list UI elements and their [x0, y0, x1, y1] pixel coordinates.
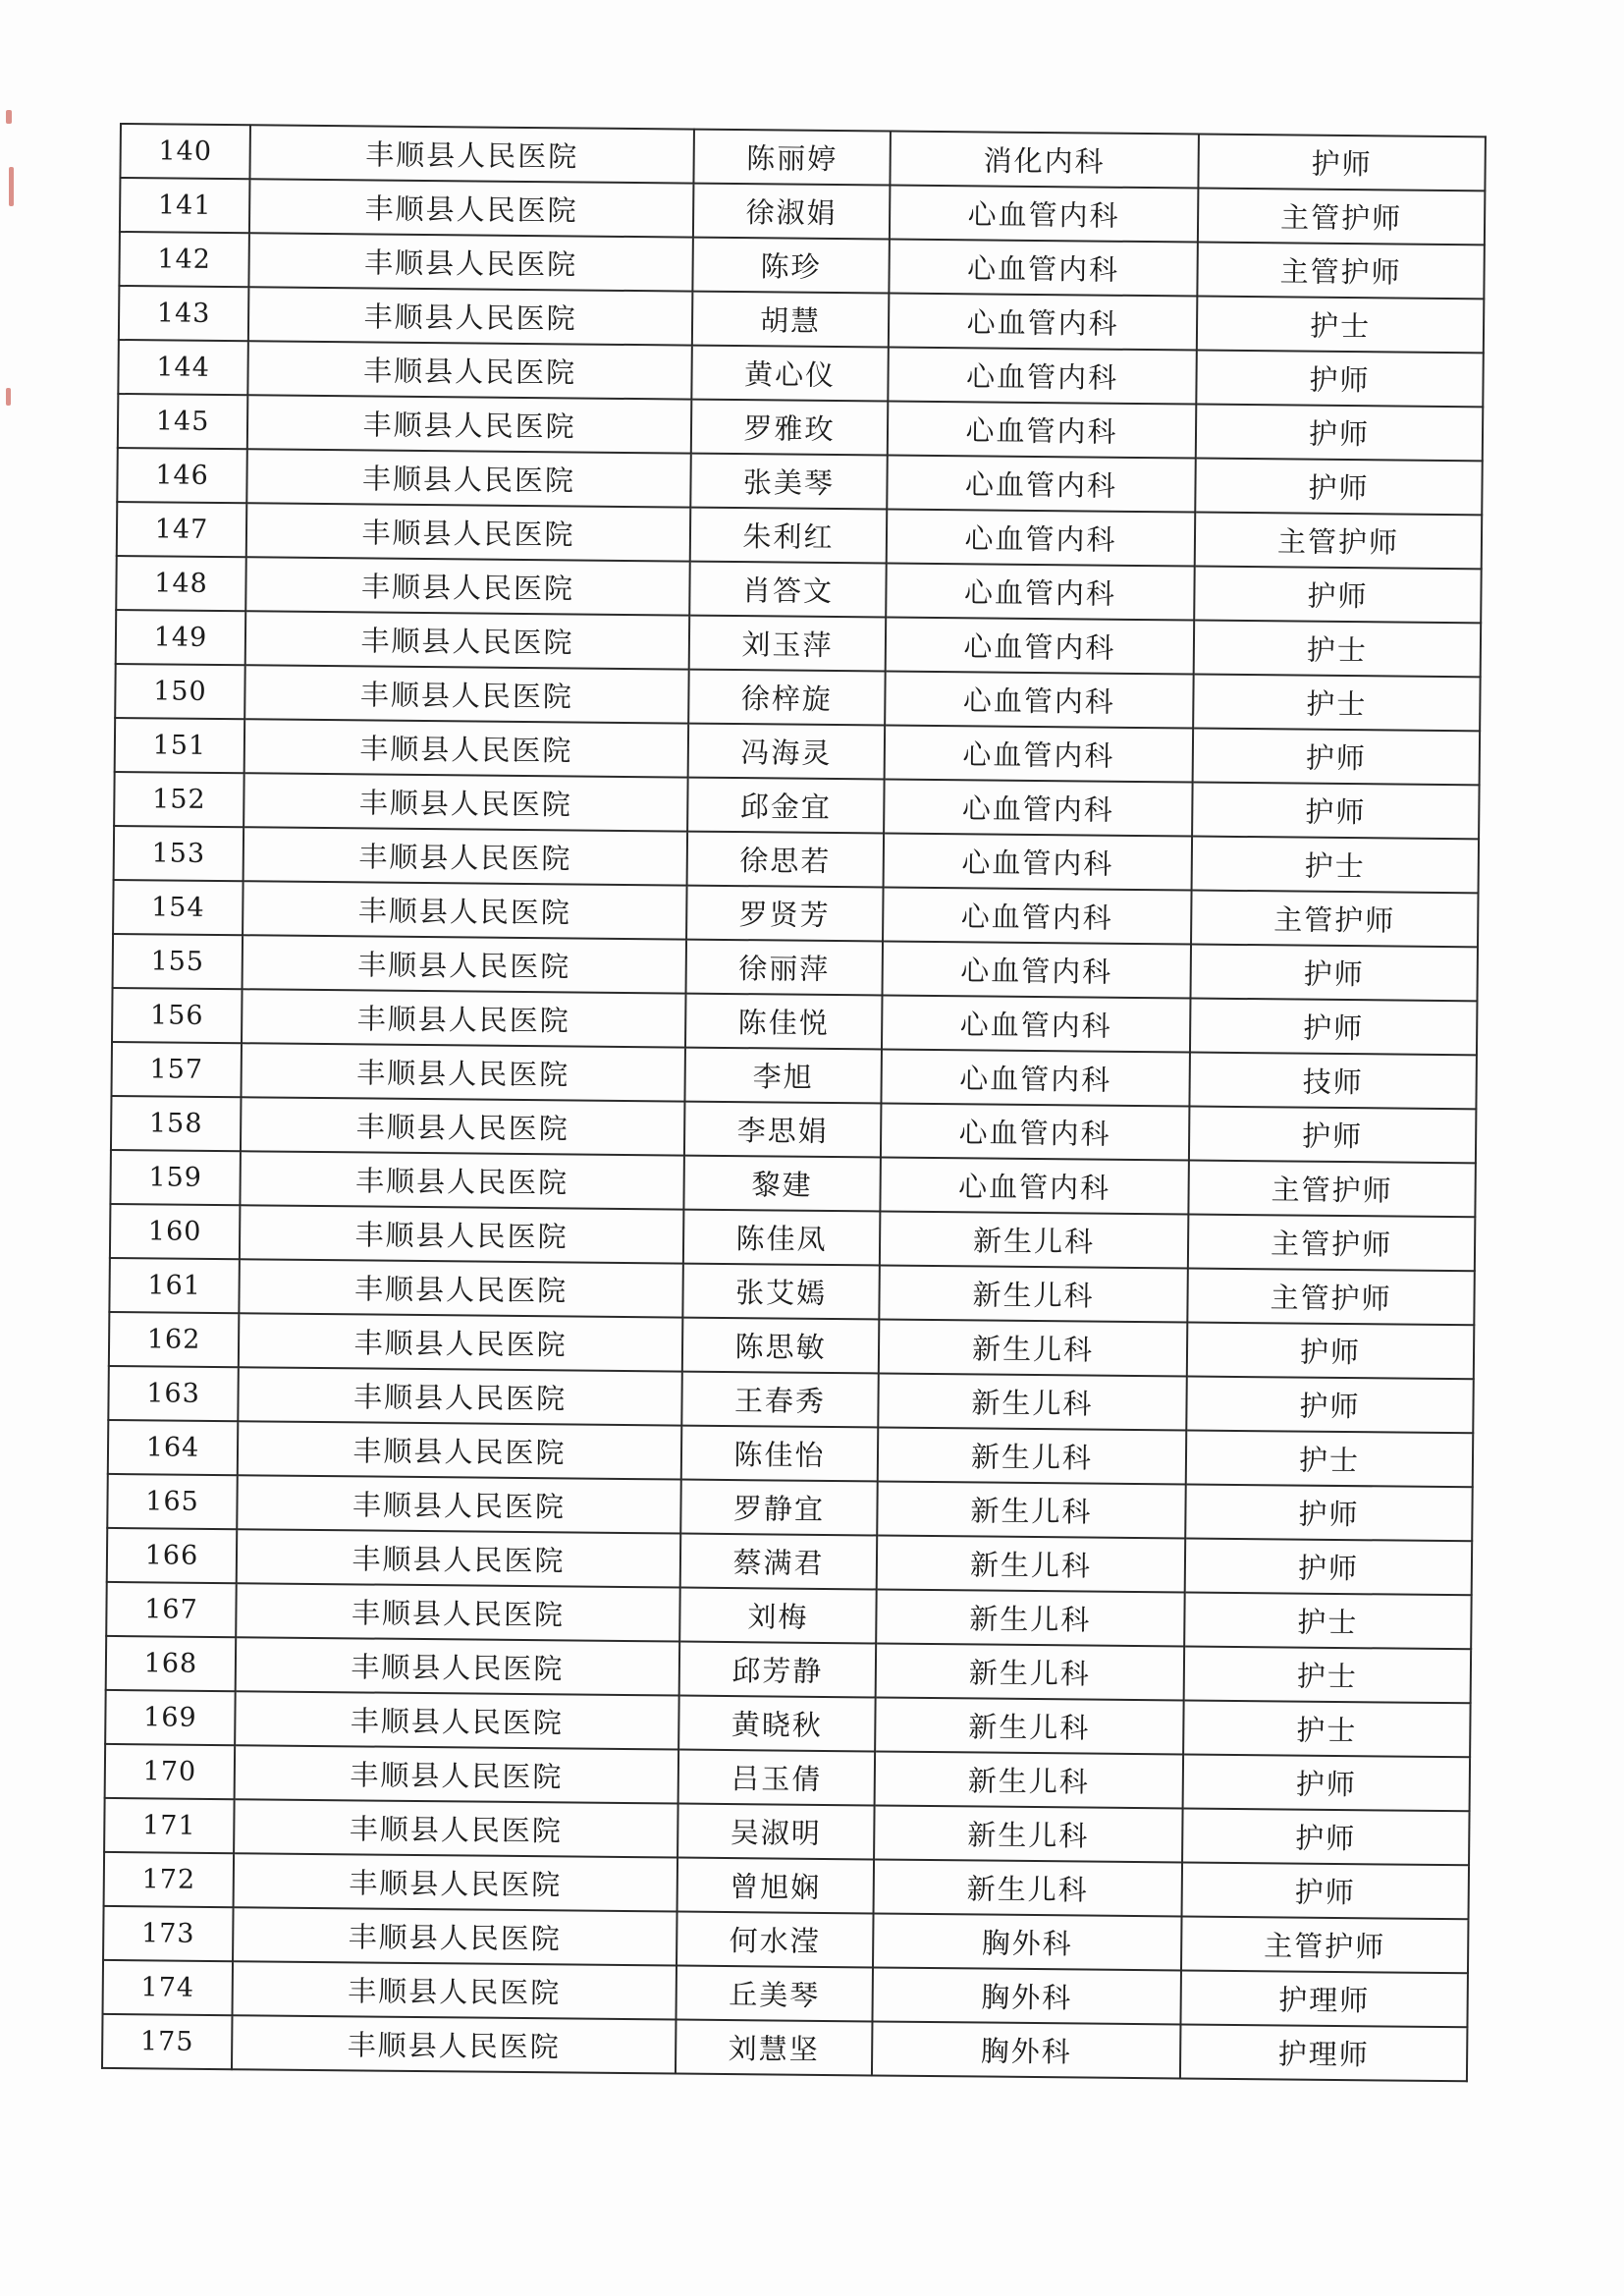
hospital-name-cell: 丰顺县人民医院	[244, 665, 689, 723]
row-number-cell: 148	[116, 556, 246, 611]
staff-name-cell: 胡慧	[692, 292, 890, 348]
department-cell: 心血管内科	[882, 995, 1191, 1052]
department-cell: 心血管内科	[886, 564, 1195, 621]
department-cell: 心血管内科	[883, 941, 1192, 998]
department-cell: 心血管内科	[889, 240, 1198, 297]
job-title-cell: 护师	[1187, 1322, 1475, 1379]
job-title-cell: 主管护师	[1181, 1916, 1469, 1973]
job-title-cell: 主管护师	[1187, 1268, 1475, 1325]
job-title-cell: 主管护师	[1198, 189, 1486, 246]
staff-name-cell: 邱芳静	[679, 1642, 877, 1698]
row-number-cell: 140	[120, 124, 250, 179]
row-number-cell: 172	[104, 1852, 235, 1907]
hospital-name-cell: 丰顺县人民医院	[237, 1529, 681, 1587]
job-title-cell: 护士	[1197, 297, 1485, 354]
staff-name-cell: 吴淑明	[677, 1804, 875, 1860]
hospital-name-cell: 丰顺县人民医院	[234, 1853, 678, 1911]
job-title-cell: 护士	[1184, 1592, 1472, 1649]
staff-name-cell: 张美琴	[690, 454, 888, 510]
job-title-cell: 护士	[1184, 1646, 1472, 1703]
staff-name-cell: 徐思若	[687, 832, 885, 888]
row-number-cell: 163	[108, 1366, 239, 1421]
job-title-cell: 主管护师	[1191, 891, 1479, 948]
row-number-cell: 150	[115, 664, 245, 719]
job-title-cell: 护师	[1182, 1808, 1470, 1865]
row-number-cell: 155	[113, 934, 244, 989]
hospital-name-cell: 丰顺县人民医院	[241, 1097, 685, 1155]
job-title-cell: 技师	[1189, 1053, 1477, 1110]
staff-name-cell: 邱金宜	[687, 778, 885, 834]
staff-name-cell: 朱利红	[690, 508, 888, 564]
job-title-cell: 护士	[1183, 1700, 1471, 1757]
job-title-cell: 主管护师	[1197, 243, 1485, 300]
row-number-cell: 156	[112, 988, 243, 1043]
row-number-cell: 175	[102, 2014, 233, 2069]
row-number-cell: 168	[106, 1636, 237, 1691]
hospital-name-cell: 丰顺县人民医院	[249, 125, 694, 183]
row-number-cell: 146	[117, 448, 247, 503]
hospital-name-cell: 丰顺县人民医院	[248, 287, 693, 345]
hospital-name-cell: 丰顺县人民医院	[238, 1367, 682, 1425]
row-number-cell: 143	[119, 286, 249, 341]
department-cell: 心血管内科	[887, 456, 1196, 513]
staff-name-cell: 陈珍	[692, 238, 890, 294]
hospital-name-cell: 丰顺县人民医院	[243, 935, 687, 993]
row-number-cell: 164	[108, 1420, 239, 1475]
row-number-cell: 153	[114, 826, 244, 881]
row-number-cell: 158	[111, 1096, 242, 1151]
department-cell: 新生儿科	[874, 1859, 1183, 1916]
row-number-cell: 157	[111, 1042, 242, 1097]
scan-mark-1	[6, 110, 12, 124]
staff-name-cell: 黄晓秋	[678, 1696, 876, 1752]
staff-name-cell: 李思娟	[684, 1102, 882, 1158]
department-cell: 新生儿科	[877, 1535, 1186, 1592]
hospital-name-cell: 丰顺县人民医院	[235, 1691, 679, 1749]
staff-name-cell: 张艾嫣	[682, 1264, 880, 1320]
department-cell: 心血管内科	[886, 618, 1195, 675]
hospital-name-cell: 丰顺县人民医院	[239, 1259, 683, 1317]
hospital-name-cell: 丰顺县人民医院	[246, 503, 691, 561]
row-number-cell: 154	[113, 880, 244, 935]
job-title-cell: 护士	[1186, 1430, 1474, 1487]
job-title-cell: 护师	[1190, 945, 1478, 1002]
staff-name-cell: 曾旭娴	[677, 1858, 875, 1914]
department-cell: 新生儿科	[878, 1427, 1187, 1484]
hospital-name-cell: 丰顺县人民医院	[247, 395, 692, 453]
department-cell: 新生儿科	[878, 1373, 1187, 1430]
staff-name-cell: 刘慧坚	[676, 2020, 873, 2076]
department-cell: 新生儿科	[879, 1319, 1188, 1376]
hospital-name-cell: 丰顺县人民医院	[240, 1205, 684, 1263]
job-title-cell: 护士	[1193, 675, 1481, 732]
job-title-cell: 护师	[1193, 729, 1481, 786]
hospital-name-cell: 丰顺县人民医院	[235, 1745, 679, 1803]
job-title-cell: 护师	[1195, 459, 1483, 516]
staff-name-cell: 陈丽婷	[693, 130, 891, 186]
row-number-cell: 160	[110, 1204, 241, 1259]
department-cell: 新生儿科	[876, 1589, 1185, 1646]
hospital-name-cell: 丰顺县人民医院	[249, 179, 694, 237]
hospital-name-cell: 丰顺县人民医院	[236, 1583, 680, 1641]
staff-name-cell: 黄心仪	[691, 346, 889, 402]
job-title-cell: 护师	[1190, 999, 1478, 1056]
staff-table-body	[102, 124, 1486, 2081]
row-number-cell: 166	[107, 1528, 238, 1583]
department-cell: 心血管内科	[884, 834, 1193, 891]
staff-name-cell: 王春秀	[681, 1372, 879, 1428]
department-cell: 心血管内科	[880, 1157, 1189, 1214]
row-number-cell: 159	[110, 1150, 241, 1205]
hospital-name-cell: 丰顺县人民医院	[232, 2015, 677, 2073]
hospital-name-cell: 丰顺县人民医院	[244, 719, 689, 777]
hospital-name-cell: 丰顺县人民医院	[245, 557, 690, 615]
staff-name-cell: 罗雅玫	[691, 400, 889, 456]
hospital-name-cell: 丰顺县人民医院	[234, 1799, 678, 1857]
department-cell: 心血管内科	[885, 672, 1194, 729]
job-title-cell: 护师	[1185, 1484, 1473, 1541]
staff-name-cell: 罗贤芳	[686, 886, 884, 942]
staff-name-cell: 刘梅	[679, 1588, 877, 1644]
hospital-name-cell: 丰顺县人民医院	[242, 989, 686, 1047]
row-number-cell: 171	[104, 1798, 235, 1853]
hospital-name-cell: 丰顺县人民医院	[233, 1961, 677, 2019]
staff-name-cell: 吕玉倩	[678, 1750, 876, 1806]
department-cell: 胸外科	[872, 1967, 1181, 2024]
hospital-name-cell: 丰顺县人民医院	[247, 341, 692, 399]
department-cell: 心血管内科	[887, 510, 1196, 567]
row-number-cell: 170	[105, 1744, 236, 1799]
row-number-cell: 145	[118, 394, 248, 449]
row-number-cell: 174	[103, 1960, 234, 2015]
job-title-cell: 主管护师	[1188, 1161, 1476, 1218]
hospital-name-cell: 丰顺县人民医院	[240, 1151, 684, 1209]
job-title-cell: 护师	[1196, 351, 1484, 408]
hospital-name-cell: 丰顺县人民医院	[243, 881, 687, 939]
hospital-name-cell: 丰顺县人民医院	[239, 1313, 683, 1371]
hospital-name-cell: 丰顺县人民医院	[238, 1421, 682, 1479]
hospital-name-cell: 丰顺县人民医院	[237, 1475, 681, 1533]
department-cell: 胸外科	[872, 2021, 1181, 2078]
hospital-name-cell: 丰顺县人民医院	[246, 449, 691, 507]
staff-name-cell: 李旭	[684, 1048, 882, 1104]
row-number-cell: 151	[115, 718, 245, 773]
department-cell: 心血管内科	[888, 348, 1197, 405]
department-cell: 心血管内科	[885, 726, 1194, 783]
job-title-cell: 主管护师	[1195, 513, 1483, 570]
department-cell: 新生儿科	[880, 1211, 1189, 1268]
hospital-name-cell: 丰顺县人民医院	[244, 827, 688, 885]
staff-name-cell: 陈佳悦	[685, 994, 883, 1050]
department-cell: 心血管内科	[890, 186, 1199, 243]
staff-name-cell: 刘玉萍	[689, 616, 887, 672]
row-number-cell: 141	[120, 178, 250, 233]
row-number-cell: 149	[116, 610, 246, 665]
department-cell: 心血管内科	[883, 887, 1192, 944]
hospital-name-cell: 丰顺县人民医院	[245, 611, 690, 669]
hospital-name-cell: 丰顺县人民医院	[244, 773, 688, 831]
job-title-cell: 护师	[1185, 1538, 1473, 1595]
department-cell: 胸外科	[873, 1913, 1182, 1970]
hospital-name-cell: 丰顺县人民医院	[248, 233, 693, 291]
staff-name-cell: 黎建	[683, 1156, 881, 1212]
department-cell: 新生儿科	[875, 1751, 1184, 1808]
department-cell: 心血管内科	[881, 1103, 1190, 1160]
job-title-cell: 护师	[1182, 1862, 1470, 1919]
department-cell: 心血管内科	[881, 1049, 1190, 1106]
staff-name-cell: 徐淑娟	[693, 184, 891, 240]
staff-name-cell: 丘美琴	[676, 1966, 873, 2022]
row-number-cell: 142	[119, 232, 249, 287]
row-number-cell: 165	[107, 1474, 238, 1529]
job-title-cell: 护师	[1186, 1376, 1474, 1433]
row-number-cell: 169	[105, 1690, 236, 1745]
department-cell: 新生儿科	[876, 1643, 1185, 1700]
job-title-cell: 护师	[1196, 405, 1484, 462]
staff-name-cell: 何水滢	[677, 1912, 874, 1968]
staff-name-cell: 徐梓旋	[688, 670, 886, 726]
department-cell: 新生儿科	[875, 1697, 1184, 1754]
department-cell: 新生儿科	[879, 1265, 1188, 1322]
staff-name-cell: 陈佳怡	[681, 1426, 879, 1482]
department-cell: 新生儿科	[874, 1805, 1183, 1862]
job-title-cell: 护师	[1192, 783, 1480, 840]
staff-table	[101, 123, 1487, 2082]
row-number-cell: 152	[114, 772, 244, 827]
job-title-cell: 护师	[1189, 1107, 1477, 1164]
staff-name-cell: 肖答文	[689, 562, 887, 618]
job-title-cell: 护师	[1198, 135, 1486, 191]
job-title-cell: 主管护师	[1188, 1214, 1476, 1271]
job-title-cell: 护理师	[1180, 1970, 1468, 2027]
job-title-cell: 护理师	[1180, 2024, 1468, 2081]
staff-name-cell: 陈佳凤	[683, 1210, 881, 1266]
staff-name-cell: 徐丽萍	[686, 940, 884, 996]
row-number-cell: 147	[117, 502, 247, 557]
department-cell: 心血管内科	[888, 402, 1197, 459]
department-cell: 新生儿科	[877, 1481, 1186, 1538]
scan-mark-3	[6, 388, 11, 406]
hospital-name-cell: 丰顺县人民医院	[233, 1907, 677, 1965]
department-cell: 心血管内科	[889, 294, 1198, 351]
row-number-cell: 167	[106, 1582, 237, 1637]
job-title-cell: 护士	[1194, 621, 1482, 678]
hospital-name-cell: 丰顺县人民医院	[241, 1043, 685, 1101]
job-title-cell: 护师	[1194, 567, 1482, 624]
staff-table-wrap	[101, 123, 1485, 2082]
staff-name-cell: 陈思敏	[682, 1318, 880, 1374]
scan-mark-2	[9, 167, 14, 206]
row-number-cell: 173	[103, 1906, 234, 1961]
row-number-cell: 162	[109, 1312, 240, 1367]
hospital-name-cell: 丰顺县人民医院	[236, 1637, 680, 1695]
job-title-cell: 护士	[1192, 837, 1480, 894]
department-cell: 消化内科	[890, 132, 1199, 189]
staff-name-cell: 冯海灵	[688, 724, 886, 780]
department-cell: 心血管内科	[884, 780, 1193, 837]
row-number-cell: 144	[118, 340, 248, 395]
job-title-cell: 护师	[1183, 1754, 1471, 1811]
staff-name-cell: 罗静宜	[680, 1480, 878, 1536]
staff-name-cell: 蔡满君	[680, 1534, 878, 1590]
row-number-cell: 161	[109, 1258, 240, 1313]
